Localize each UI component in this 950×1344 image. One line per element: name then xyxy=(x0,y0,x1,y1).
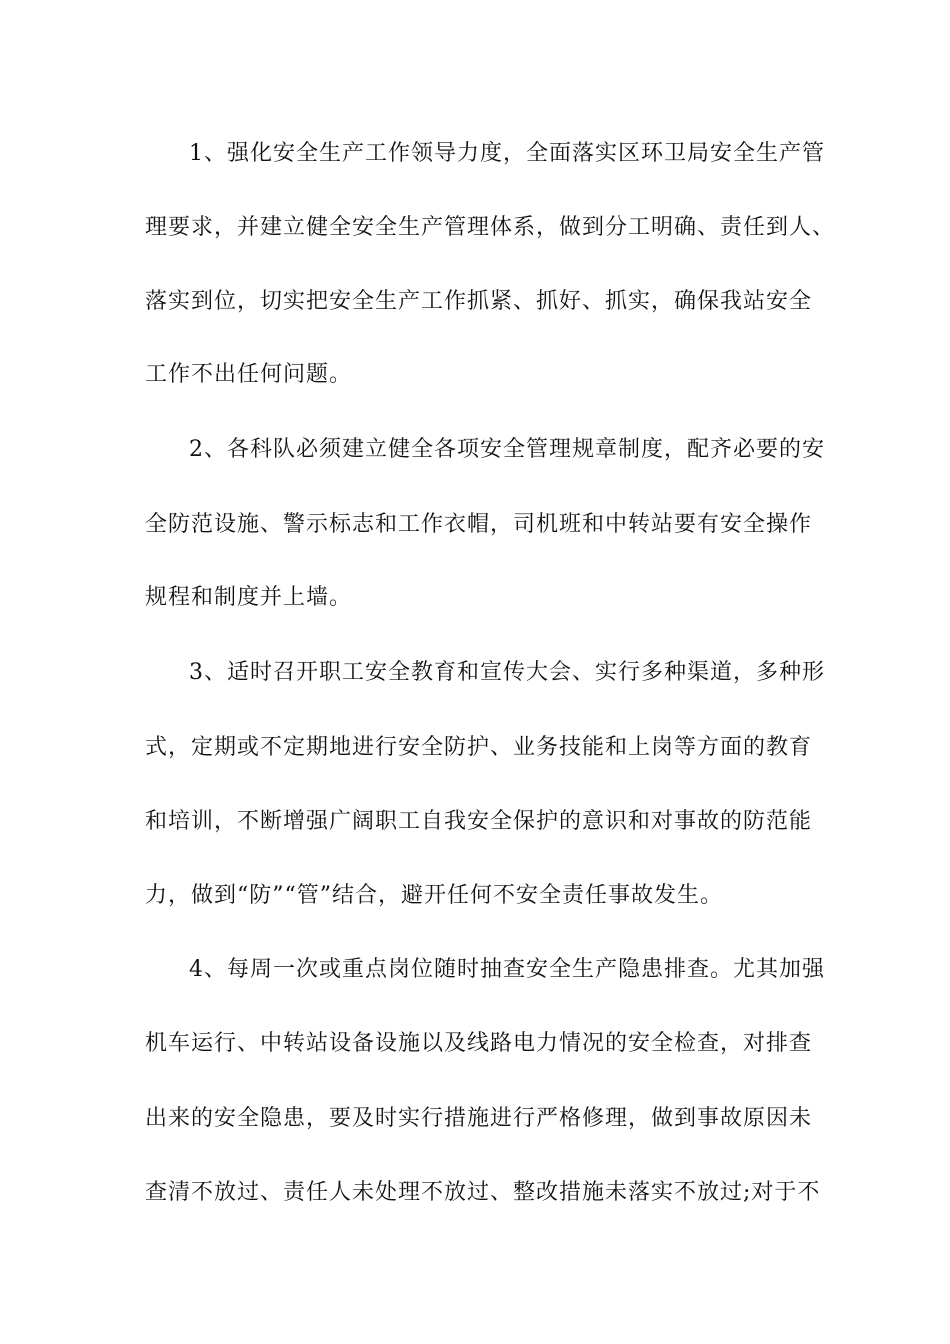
paragraph-1-line-4: 工作不出任何问题。 xyxy=(145,362,353,387)
paragraph-1-line-3: 落实到位，切实把安全生产工作抓紧、抓好、抓实，确保我站安全 xyxy=(145,289,813,314)
paragraph-2-line-1: 2、各科队必须建立健全各项安全管理规章制度，配齐必要的安 xyxy=(189,437,825,462)
paragraph-3-line-4: 力，做到“防”“管”结合，避开任何不安全责任事故发生。 xyxy=(145,883,723,908)
paragraph-3-line-3: 和培训，不断增强广阔职工自我安全保护的意识和对事故的防范能 xyxy=(145,809,813,834)
paragraph-2-line-3: 规程和制度并上墙。 xyxy=(145,585,353,610)
paragraph-2-line-2: 全防范设施、警示标志和工作衣帽，司机班和中转站要有安全操作 xyxy=(145,512,813,537)
paragraph-4-line-1: 4、每周一次或重点岗位随时抽查安全生产隐患排查。尤其加强 xyxy=(189,957,825,982)
paragraph-4-line-3: 出来的安全隐患，要及时实行措施进行严格修理，做到事故原因未 xyxy=(145,1106,813,1131)
paragraph-1-line-1: 1、强化安全生产工作领导力度，全面落实区环卫局安全生产管 xyxy=(189,141,825,166)
paragraph-1-line-2: 理要求，并建立健全安全生产管理体系，做到分工明确、责任到人、 xyxy=(145,215,836,240)
paragraph-3-line-2: 式，定期或不定期地进行安全防护、业务技能和上岗等方面的教育 xyxy=(145,735,813,760)
paragraph-4-line-4: 查清不放过、责任人未处理不放过、整改措施未落实不放过;对于不 xyxy=(145,1180,821,1205)
paragraph-4-line-2: 机车运行、中转站设备设施以及线路电力情况的安全检查，对排查 xyxy=(145,1031,813,1056)
paragraph-3-line-1: 3、适时召开职工安全教育和宣传大会、实行多种渠道，多种形 xyxy=(189,660,825,685)
